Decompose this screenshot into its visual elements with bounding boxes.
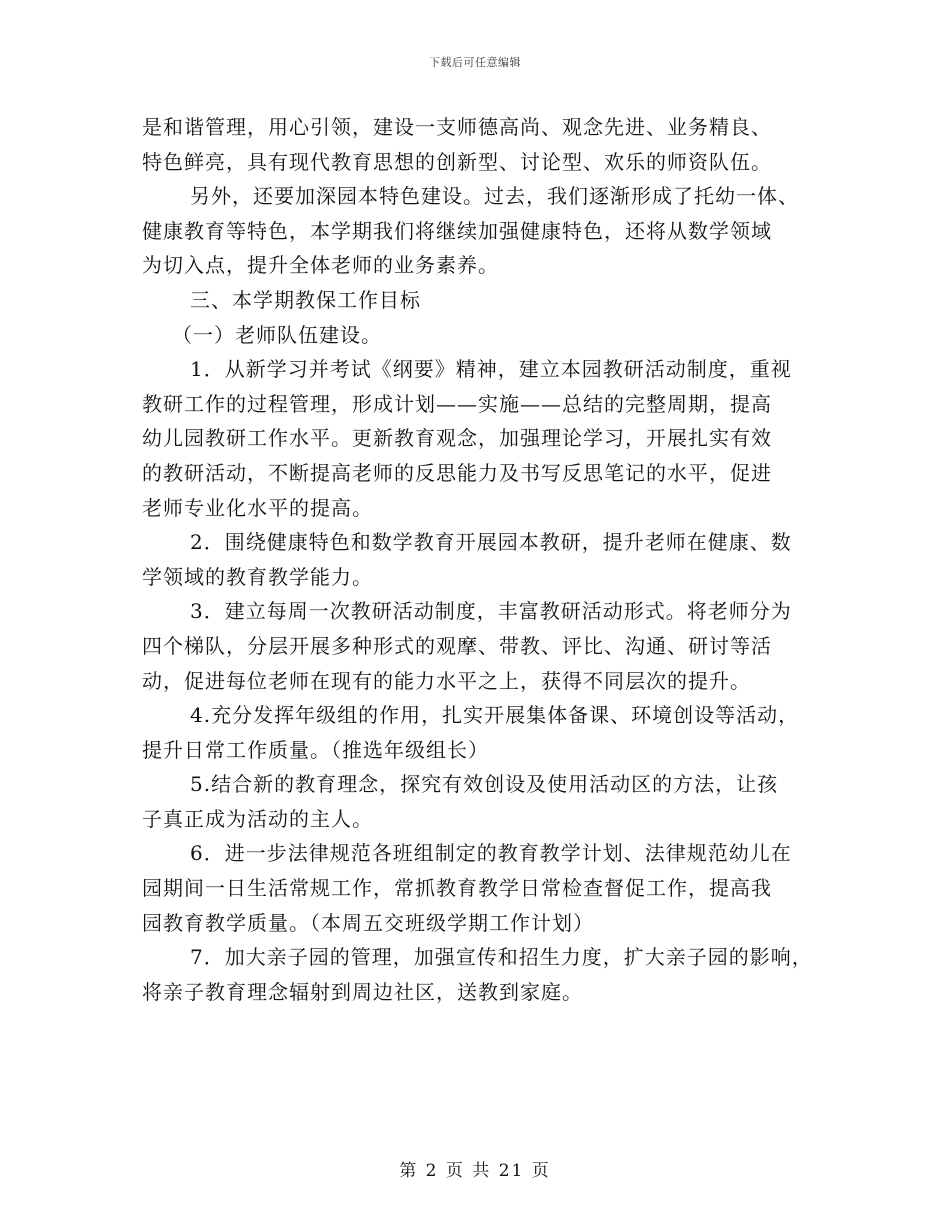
body-line: 7．加大亲子园的管理，加强宣传和招生力度，扩大亲子园的影响，: [190, 945, 813, 970]
body-line: 幼儿园教研工作水平。更新教育观念，加强理论学习，开展扎实有效: [142, 426, 772, 451]
body-line: 5.结合新的教育理念，探究有效创设及使用活动区的方法，让孩: [190, 772, 779, 797]
body-line: 3．建立每周一次教研活动制度，丰富教研活动形式。将老师分为: [190, 599, 792, 624]
body-line: 4.充分发挥年级组的作用，扎实开展集体备课、环境创设等活动，: [190, 703, 800, 728]
body-line: 子真正成为活动的主人。: [142, 806, 373, 831]
body-line: 为切入点，提升全体老师的业务素养。: [142, 253, 499, 278]
body-line: 四个梯队，分层开展多种形式的观摩、带教、评比、沟通、研讨等活: [142, 633, 772, 658]
body-line: 园期间一日生活常规工作，常抓教育教学日常检查督促工作，提高我: [142, 876, 772, 901]
body-line: 学领域的教育教学能力。: [142, 564, 373, 589]
body-line: 特色鲜亮，具有现代教育思想的创新型、讨论型、欢乐的师资队伍。: [142, 149, 772, 174]
body-line: 提升日常工作质量。（推选年级组长）: [142, 737, 489, 762]
body-line: 动，促进每位老师在现有的能力水平之上，获得不同层次的提升。: [142, 668, 751, 693]
body-line: 的教研活动，不断提高老师的反思能力及书写反思笔记的水平，促进: [142, 460, 772, 485]
section-heading: 三、本学期教保工作目标: [190, 287, 421, 312]
body-line: 6．进一步法律规范各班组制定的教育教学计划、法律规范幼儿在: [190, 841, 792, 866]
body-line: 1．从新学习并考试《纲要》精神，建立本园教研活动制度，重视: [190, 357, 792, 382]
page-header-note: 下载后可任意编辑: [429, 56, 521, 69]
page-number-footer: 第 2 页 共 21 页: [399, 1161, 551, 1181]
body-line: 是和谐管理，用心引领，建设一支师德高尚、观念先进、业务精良、: [142, 115, 772, 139]
body-line: 另外，还要加深园本特色建设。过去，我们逐渐形成了托幼一体、: [190, 184, 799, 209]
document-body: [142, 110, 812, 1009]
body-line: 2．围绕健康特色和数学教育开展园本教研，提升老师在健康、数: [190, 530, 792, 555]
body-line: 健康教育等特色，本学期我们将继续加强健康特色，还将从数学领域: [142, 218, 772, 243]
body-line: 将亲子教育理念辐射到周边社区，送教到家庭。: [142, 979, 583, 1004]
subsection-heading: （一）老师队伍建设。: [172, 322, 382, 347]
body-line: 老师专业化水平的提高。: [142, 495, 373, 520]
body-line: 教研工作的过程管理，形成计划——实施——总结的完整周期，提高: [142, 391, 772, 416]
body-line: 园教育教学质量。（本周五交班级学期工作计划）: [142, 910, 594, 935]
